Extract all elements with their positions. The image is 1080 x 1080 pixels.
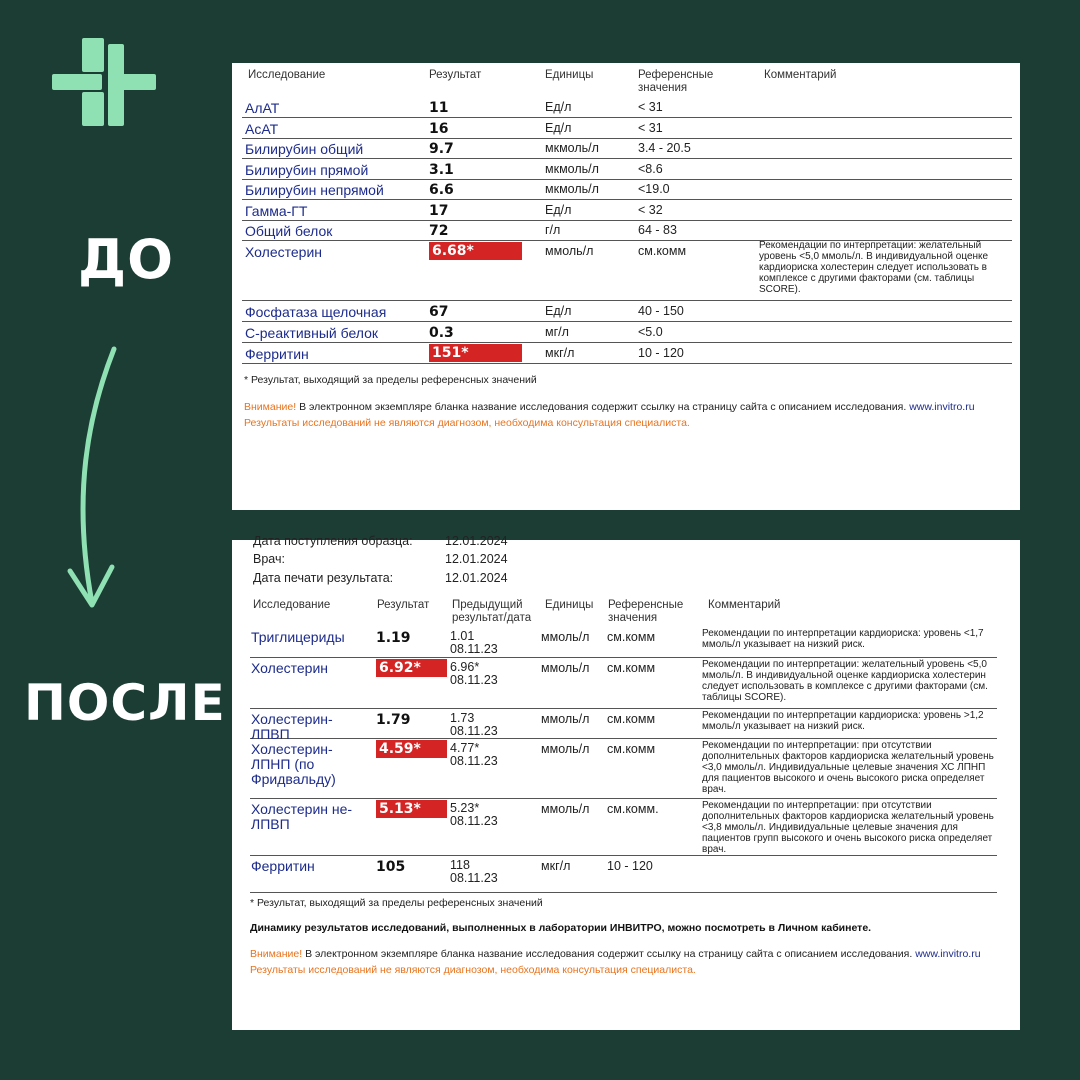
flagged-result: 4.59* — [376, 740, 447, 758]
unit-value: мкмоль/л — [545, 141, 599, 155]
warning-prefix: Внимание! — [244, 401, 297, 413]
comment-text: Рекомендации по интерпретации: желательный уровень <5,0 ммоль/л. В индивидуальной оценке кардиориска холестерин следует использовать в комплексе с другими факторами (см. таблицы SCORE). — [702, 659, 988, 703]
unit-value: ммоль/л — [541, 712, 590, 726]
invitro-link[interactable]: www.invitro.ru — [909, 401, 975, 413]
before-results-sheet — [232, 63, 1020, 510]
reference-value: < 31 — [638, 100, 663, 114]
warning-text: В электронном экземпляре бланка название исследования содержит ссылку на страницу сайта с описанием исследования. — [296, 401, 910, 413]
header-ref: Референсные значения — [638, 69, 714, 94]
test-name-link[interactable]: Билирубин общий — [245, 141, 364, 157]
result-value: 11 — [429, 100, 449, 116]
test-name-link[interactable]: Билирубин непрямой — [245, 182, 384, 198]
curved-arrow-down-icon — [58, 345, 128, 615]
reference-value: см.комм — [607, 630, 656, 644]
table-row — [242, 220, 1012, 241]
unit-value: мг/л — [545, 325, 569, 339]
result-value: 105 — [376, 859, 406, 875]
unit-value: Ед/л — [545, 304, 572, 318]
unit-value: мкг/л — [541, 859, 571, 873]
comment-text: Рекомендации по интерпретации: при отсутствии дополнительных факторов кардиориска желательный уровень <3,8 ммоль/л. Индивидуальные целевые значения для пациентов групп высокого и очень высокого риска определяет врач. — [702, 800, 994, 855]
comment-text: Рекомендации по интерпретации: желательный уровень <5,0 ммоль/л. В индивидуальной оценке кардиориска холестерин следует использовать в комплексе с другими факторами (см. таблицы SCORE). — [759, 240, 989, 295]
warning-text: В электронном экземпляре бланка название исследования содержит ссылку на страницу сайта с описанием исследования. — [302, 948, 916, 960]
disclaimer: Результаты исследований не являются диагнозом, необходима консультация специалиста. — [244, 417, 690, 429]
test-name-link[interactable]: Фосфатаза щелочная — [245, 304, 387, 320]
unit-value: мкг/л — [545, 346, 575, 360]
table-row — [242, 343, 1012, 364]
dynamics-note: Динамику результатов исследований, выполненных в лаборатории ИНВИТРО, можно посмотреть в Личном кабинете. — [250, 922, 872, 934]
reference-value: см.комм — [607, 712, 656, 726]
header-result: Результат — [429, 69, 482, 81]
unit-value: ммоль/л — [545, 244, 594, 258]
after-label: ПОСЛЕ — [24, 674, 226, 732]
footnote: * Результат, выходящий за пределы референсных значений — [250, 897, 543, 909]
test-name-link[interactable]: Холестерин не-ЛПВП — [251, 801, 353, 832]
previous-date: 08.11.23 — [450, 871, 498, 885]
table-row — [242, 241, 1012, 301]
meta-row — [253, 552, 653, 572]
unit-value: г/л — [545, 223, 561, 237]
header-prev: Предыдущий результат/дата — [452, 599, 532, 624]
result-value: 0.3 — [429, 325, 454, 341]
unit-value: Ед/л — [545, 121, 572, 135]
unit-value: Ед/л — [545, 100, 572, 114]
reference-value: < 32 — [638, 203, 663, 217]
table-row — [242, 138, 1012, 159]
meta-key: Дата печати результата: — [253, 571, 394, 585]
previous-date: 08.11.23 — [450, 814, 498, 828]
table-row — [242, 97, 1012, 118]
previous-result: 6.96* — [450, 660, 480, 674]
comment-text: Рекомендации по интерпретации кардиориска: уровень >1,2 ммоль/л указывает на низкий риск. — [702, 710, 984, 732]
previous-result: 118 — [450, 858, 470, 872]
reference-value: 10 - 120 — [638, 346, 684, 360]
result-value: 3.1 — [429, 162, 454, 178]
reference-value: см.комм — [638, 244, 687, 258]
comment-text: Рекомендации по интерпретации кардиориска: уровень <1,7 ммоль/л указывает на низкий риск. — [702, 628, 984, 650]
warning-line — [250, 948, 981, 960]
table-row — [242, 118, 1012, 139]
result-value: 17 — [429, 203, 449, 219]
reference-value: см.комм. — [607, 802, 659, 816]
table-row — [242, 179, 1012, 200]
reference-value: 10 - 120 — [607, 859, 653, 873]
table-row — [250, 799, 997, 856]
unit-value: ммоль/л — [541, 661, 590, 675]
reference-value: < 31 — [638, 121, 663, 135]
before-label: ДО — [78, 228, 174, 291]
reference-value: <19.0 — [638, 182, 670, 196]
reference-value: см.комм — [607, 661, 656, 675]
test-name-link[interactable]: Гамма-ГТ — [245, 203, 308, 219]
table-row — [250, 627, 997, 658]
flagged-result: 151* — [429, 344, 522, 362]
unit-value: Ед/л — [545, 203, 572, 217]
previous-result: 1.01 — [450, 629, 475, 643]
footnote: * Результат, выходящий за пределы референсных значений — [244, 374, 537, 386]
meta-value: 12.01.2024 — [445, 534, 508, 548]
test-name-link[interactable]: Ферритин — [245, 346, 309, 362]
invitro-link[interactable]: www.invitro.ru — [915, 948, 981, 960]
header-ref: Референсные значения — [608, 599, 684, 624]
header-result: Результат — [377, 599, 430, 611]
reference-value: <8.6 — [638, 162, 663, 176]
warning-prefix: Внимание! — [250, 948, 303, 960]
meta-value: 12.01.2024 — [445, 571, 508, 585]
test-name-link[interactable]: Ферритин — [251, 858, 315, 874]
test-name-link[interactable]: Билирубин прямой — [245, 162, 369, 178]
header-comment: Комментарий — [764, 69, 837, 81]
unit-value: мкмоль/л — [545, 162, 599, 176]
header-unit: Единицы — [545, 599, 594, 611]
table-row — [242, 200, 1012, 221]
medical-cross-logo-icon — [52, 38, 156, 126]
test-name-link[interactable]: Холестерин-ЛПВП — [251, 711, 333, 742]
test-name-link[interactable]: С-реактивный белок — [245, 325, 379, 341]
test-name-link[interactable]: Триглицериды — [251, 629, 345, 645]
test-name-link[interactable]: Общий белок — [245, 223, 333, 239]
result-value: 1.19 — [376, 630, 411, 646]
table-row — [250, 856, 997, 893]
after-results-sheet — [232, 534, 1020, 1030]
meta-row — [253, 571, 653, 591]
unit-value: ммоль/л — [541, 802, 590, 816]
table-row — [242, 322, 1012, 343]
header-unit: Единицы — [545, 69, 594, 81]
unit-value: ммоль/л — [541, 742, 590, 756]
meta-value: 12.01.2024 — [445, 552, 508, 566]
warning-line — [244, 401, 975, 413]
meta-key: Врач: — [253, 552, 285, 566]
table-row — [242, 159, 1012, 180]
meta-row — [253, 534, 653, 554]
result-value: 1.79 — [376, 712, 411, 728]
table-row — [250, 709, 997, 742]
test-name-link[interactable]: Холестерин-ЛПНП (по Фридвальду) — [251, 741, 336, 787]
meta-key: Дата поступления образца: — [253, 534, 413, 548]
result-value: 16 — [429, 121, 449, 137]
table-row — [250, 739, 997, 799]
reference-value: 40 - 150 — [638, 304, 684, 318]
header-name: Исследование — [248, 69, 326, 81]
previous-result: 1.73 — [450, 711, 475, 725]
previous-date: 08.11.23 — [450, 754, 498, 768]
previous-date: 08.11.23 — [450, 724, 498, 738]
result-value: 9.7 — [429, 141, 454, 157]
previous-result: 5.23* — [450, 801, 480, 815]
reference-value: см.комм — [607, 742, 656, 756]
flagged-result: 6.68* — [429, 242, 522, 260]
reference-value: <5.0 — [638, 325, 663, 339]
flagged-result: 5.13* — [376, 800, 447, 818]
test-name-link[interactable]: АлАТ — [245, 100, 280, 116]
previous-date: 08.11.23 — [450, 673, 498, 687]
test-name-link[interactable]: Холестерин — [251, 660, 328, 676]
reference-value: 64 - 83 — [638, 223, 677, 237]
header-name: Исследование — [253, 599, 331, 611]
test-name-link[interactable]: АсАТ — [245, 121, 279, 137]
unit-value: мкмоль/л — [545, 182, 599, 196]
test-name-link[interactable]: Холестерин — [245, 244, 322, 260]
header-comment: Комментарий — [708, 599, 781, 611]
unit-value: ммоль/л — [541, 630, 590, 644]
reference-value: 3.4 - 20.5 — [638, 141, 691, 155]
result-value: 6.6 — [429, 182, 454, 198]
comment-text: Рекомендации по интерпретации: при отсутствии дополнительных факторов кардиориска желательный уровень <3,0 ммоль/л. Индивидуальные целевые значения ХС ЛПНП для пациентов высокого и очень высокого риска определяет врач. — [702, 740, 994, 795]
disclaimer: Результаты исследований не являются диагнозом, необходима консультация специалиста. — [250, 964, 696, 976]
table-row — [250, 658, 997, 709]
previous-result: 4.77* — [450, 741, 480, 755]
flagged-result: 6.92* — [376, 659, 447, 677]
result-value: 67 — [429, 304, 449, 320]
result-value: 72 — [429, 223, 449, 239]
table-row — [242, 301, 1012, 322]
previous-date: 08.11.23 — [450, 642, 498, 656]
